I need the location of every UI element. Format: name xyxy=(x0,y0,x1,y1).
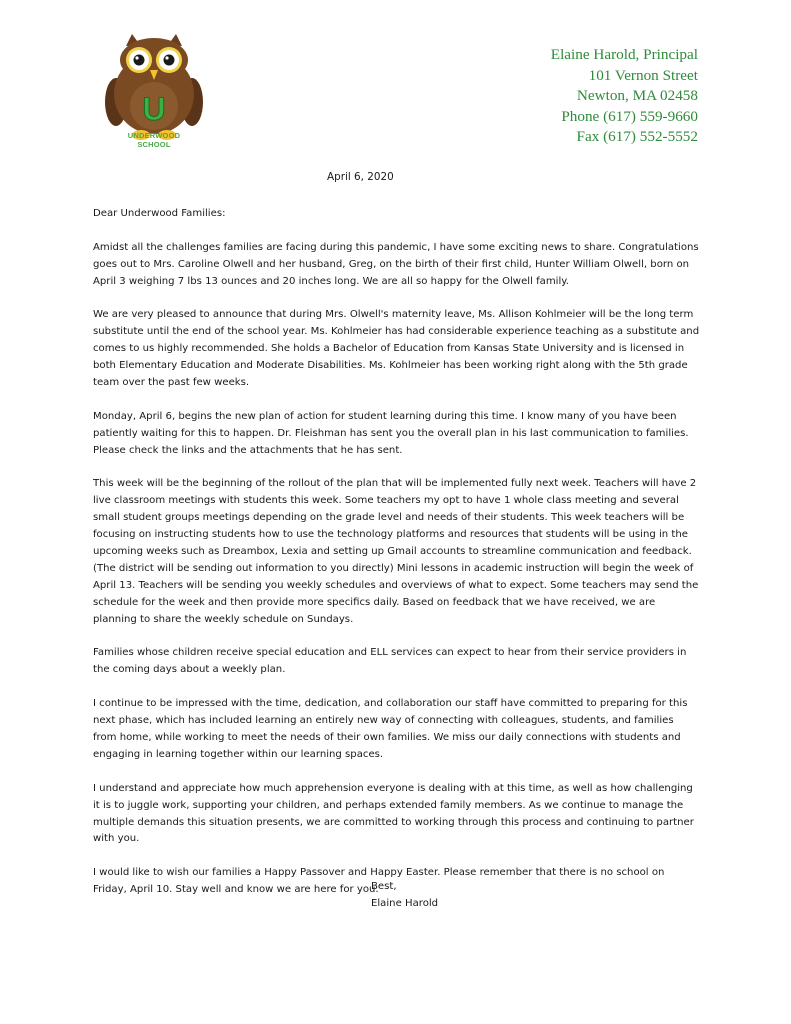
letter-body xyxy=(93,206,700,916)
paragraph: I continue to be impressed with the time, dedication, and collaboration our staff have committed to preparing for this next phase, which has included learning an entirely new way of connecting with colleagues, students, and families from home, while working to meet the needs of their own families. We miss our daily connections with students and engaging in learning together within our learning spaces. xyxy=(93,698,688,760)
closing-word: Best, xyxy=(371,881,397,892)
phone-number: Phone (617) 559-9660 xyxy=(561,107,698,125)
logo-school-name-line2: SCHOOL xyxy=(137,140,171,149)
paragraph: Families whose children receive special education and ELL services can expect to hear from their service providers in the coming days about a weekly plan. xyxy=(93,647,687,676)
letter-closing xyxy=(371,878,438,912)
paragraph: I would like to wish our families a Happy Passover and Happy Easter. Please remember that there is no school on Friday, April 10. Stay well and know we are here for you. xyxy=(93,867,665,896)
principal-name: Elaine Harold, Principal xyxy=(550,46,698,63)
salutation: Dear Underwood Families: xyxy=(93,208,226,219)
fax-number: Fax (617) 552-5552 xyxy=(576,128,698,146)
logo-school-name-line1: UNDERWOOD xyxy=(127,131,181,140)
letterhead-address xyxy=(551,45,698,148)
paragraph: This week will be the beginning of the rollout of the plan that will be implemented fully next week. Teachers will have 2 live classroom meetings with students this week. Some teachers my opt to have 1 whole class meeting and several small student groups meetings depending on the grade level and needs of their students. This week teachers will be focusing on instructing students how to use the technology platforms and resources that students will be using in the upcoming weeks such as Dreambox, Lexia and setting up Gmail accounts to streamline communication and feedback. (The district will be sending out information to you directly) Mini lessons in academic instruction will begin the week of April 13. Teachers will be sending you weekly schedules and overviews of what to expect. Some teachers may send the schedule for the week and then provide more specifics daily. Based on feedback that we have received, we are planning to share the weekly schedule on Sundays. xyxy=(93,478,699,625)
street-address: 101 Vernon Street xyxy=(588,66,698,84)
paragraph: I understand and appreciate how much apprehension everyone is dealing with at this time, as well as how challenging it is to juggle work, supporting your children, and perhaps extended family members. As we continue to manage the multiple demands this situation presents, we are committed to working through this process and continuing to partner with you. xyxy=(93,782,694,845)
logo-letter: U xyxy=(142,91,166,127)
signature-name: Elaine Harold xyxy=(371,898,439,909)
paragraph: Monday, April 6, begins the new plan of action for student learning during this time. I know many of you have been patiently waiting for this to happen. Dr. Fleishman has sent you the overall plan in his last communication to families. Please check the links and the attachments that he has sent. xyxy=(93,410,689,456)
paragraph: We are very pleased to announce that during Mrs. Olwell's maternity leave, Ms. Allison Kohlmeier will be the long term substitute until the end of the school year. Ms. Kohlmeier has had considerable experience teaching as a substitute and comes to us highly recommended. She holds a Bachelor of Education from Kansas State University and is licensed in both Elementary Education and Moderate Disabilities. Ms. Kohlmeier has been working right along with the 5th grade team over the past few weeks. xyxy=(93,309,700,389)
paragraph: Amidst all the challenges families are facing during this pandemic, I have some exciting news to share. Congratulations goes out to Mrs. Caroline Olwell and her husband, Greg, on the birth of their first child, Hunter William Olwell, born on April 3 weighing 7 lbs 13 ounces and 20 inches long. We are all so happy for the Olwell family. xyxy=(93,241,699,287)
letter-date: April 6, 2020 xyxy=(327,171,394,183)
city-state-zip: Newton, MA 02458 xyxy=(576,87,698,105)
